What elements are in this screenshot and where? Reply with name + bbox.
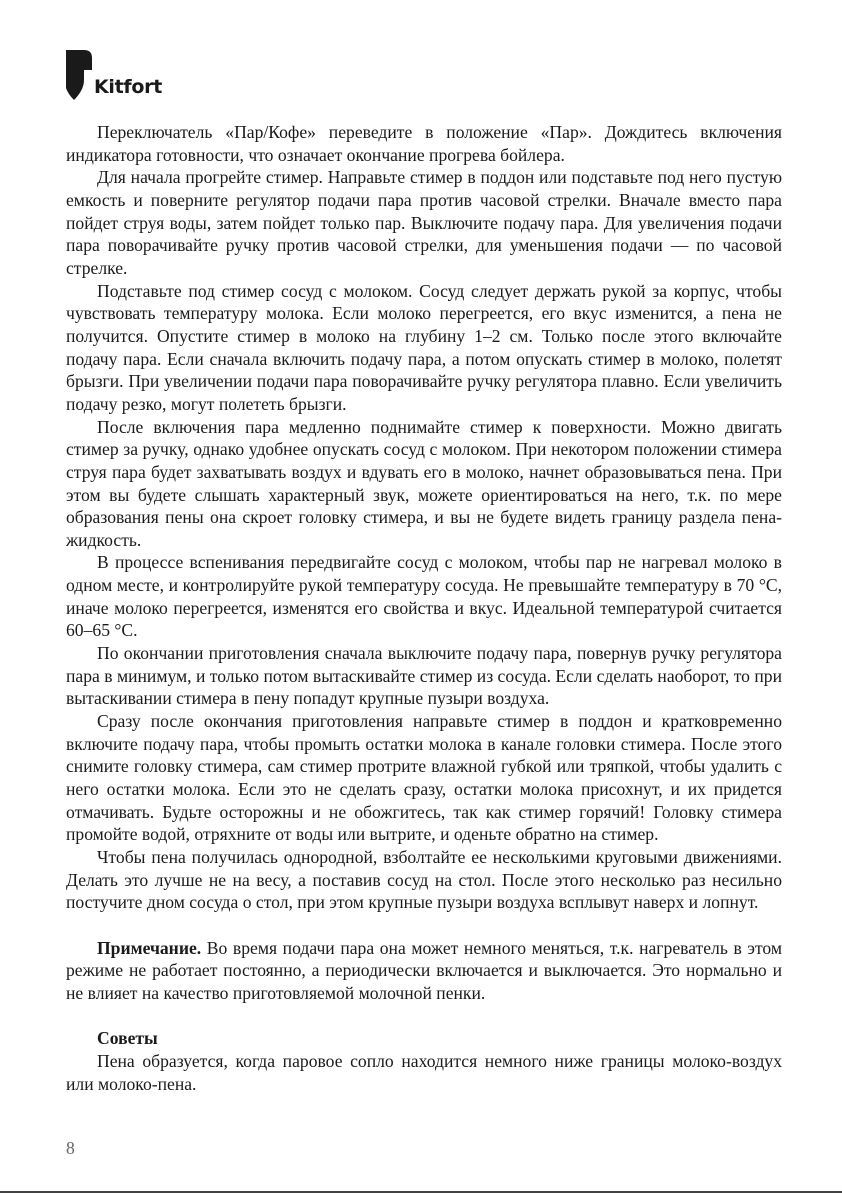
spacer	[66, 1005, 782, 1028]
note-label: Примечание.	[97, 937, 202, 958]
kitfort-logo-icon	[66, 50, 94, 100]
paragraph: Подставьте под стимер сосуд с молоком. Сосуд следует держать рукой за корпус, чтобы чувствовать температуру молока. Если молоко перегреется, его вкус изменится, а пена не получится. Опустите стимер в молоко на глубину 1–2 см. Только после этого включайте подачу пара. Если сначала включить подачу пара, а потом опускать стимер в молоко, полетят брызги. При увеличении подачи пара поворачивайте ручку регулятора плавно. Если увеличить подачу резко, могут полететь брызги.	[66, 280, 782, 414]
spacer	[66, 914, 782, 937]
paragraph: Для начала прогрейте стимер. Направьте стимер в поддон или подставьте под него пустую емкость и поверните регулятор подачи пара против часовой стрелки. Вначале вместо пара пойдет струя воды, затем пойдет только пар. Выключите подачу пара. Для увеличения подачи пара поворачивайте ручку против часовой стрелки, для уменьшения подачи — по часовой стрелке.	[66, 167, 782, 278]
brand-logo	[66, 50, 176, 102]
paragraph: В процессе вспенивания передвигайте сосуд с молоком, чтобы пар не нагревал молоко в одном месте, и контролируйте рукой температуру сосуда. Не превышайте температуру в 70 °C, иначе молоко перегреется, изменятся его свойства и вкус. Идеальной температурой считается 60–65 °C.	[66, 552, 782, 641]
brand-name: Kitfort	[94, 76, 162, 98]
note-paragraph	[66, 937, 782, 1005]
bottom-rule	[0, 1191, 842, 1193]
paragraph: Сразу после окончания приготовления направьте стимер в поддон и кратковременно включите подачу пара, чтобы промыть остатки молока в канале головки стимера. После этого снимите головку стимера, сам стимер протрите влажной губкой или тряпкой, чтобы удалить с него остатки молока. Если это не сделать сразу, остатки молока присохнут, и их придется отмачивать. Будьте осторожны и не обожгитесь, так как стимер горячий! Головку стимера промойте водой, отряхните от воды или вытрите, и оденьте обратно на стимер.	[66, 711, 782, 845]
paragraph: По окончании приготовления сначала выключите подачу пара, повернув ручку регулятора пара в минимум, и только потом вытаскивайте стимер из сосуда. Если сделать наоборот, то при вытаскивании стимера в пену попадут крупные пузыри воздуха.	[66, 643, 782, 709]
paragraph: Чтобы пена получилась однородной, взболтайте ее несколькими круговыми движениями. Делать это лучше не на весу, а поставив сосуд на стол. После этого несколько раз несильно постучите дном сосуда о стол, при этом крупные пузыри воздуха всплывут наверх и лопнут.	[66, 847, 782, 913]
tips-heading: Советы	[97, 1028, 158, 1049]
document-body	[66, 121, 782, 1095]
note-text: Во время подачи пара она может немного меняться, т.к. нагреватель в этом режиме не работает постоянно, а периодически включается и выключается. Это нормально и не влияет на качество приготовляемой молочной пенки.	[66, 937, 782, 1003]
paragraph: После включения пара медленно поднимайте стимер к поверхности. Можно двигать стимер за ручку, однако удобнее опускать сосуд с молоком. При некотором положении стимера струя пара будет захватывать воздух и вдувать его в молоко, начнет образовываться пена. При этом вы будете слышать характерный звук, можете ориентироваться на него, т.к. по мере образования пены она скроет головку стимера, и вы не будете видеть границу раздела пена-жидкость.	[66, 416, 782, 550]
tips-text: Пена образуется, когда паровое сопло находится немного ниже границы молоко-воздух или молоко-пена.	[66, 1050, 782, 1094]
paragraph: Переключатель «Пар/Кофе» переведите в положение «Пар». Дождитесь включения индикатора готовности, что означает окончание прогрева бойлера.	[66, 122, 782, 165]
page-number: 8	[66, 1138, 75, 1158]
